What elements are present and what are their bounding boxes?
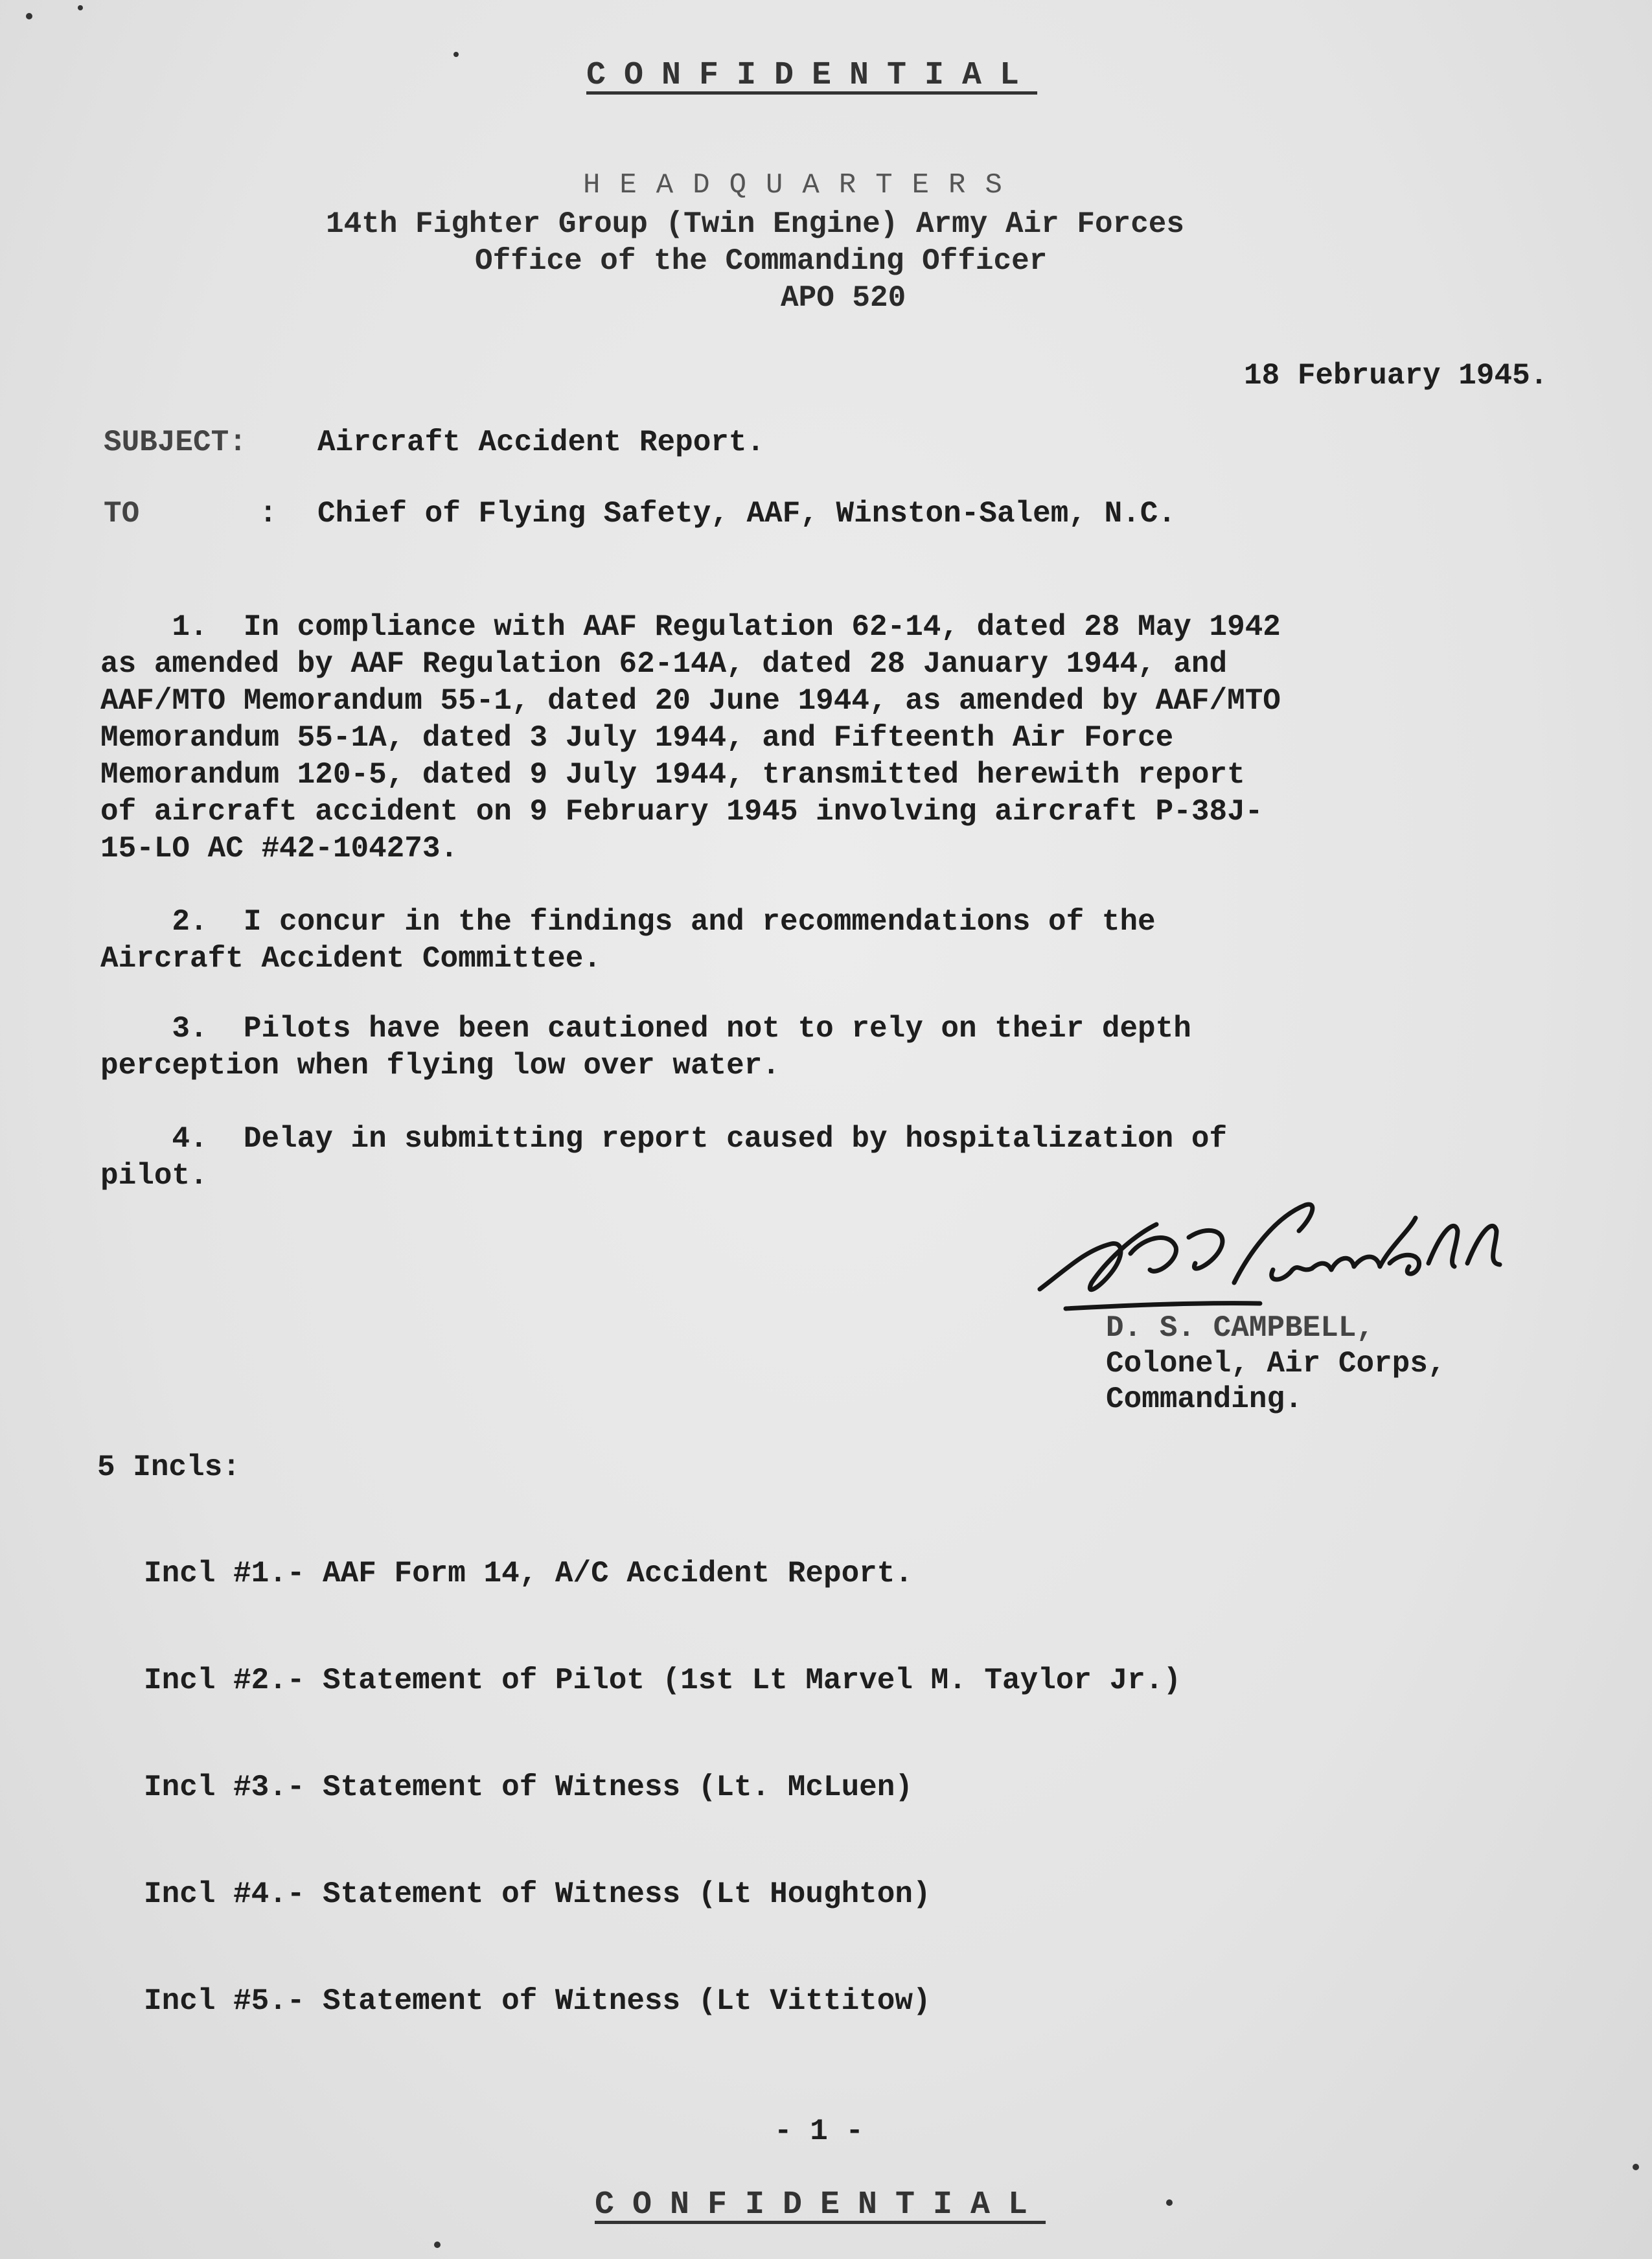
- scan-speck: [453, 52, 459, 57]
- unit-name: 14th Fighter Group (Twin Engine) Army Air Forces: [326, 207, 1185, 241]
- enclosure-item: Incl #1.- AAF Form 14, A/C Accident Report.: [144, 1557, 913, 1590]
- paragraph-line: pilot.: [100, 1159, 208, 1193]
- paragraph-2: [100, 904, 1590, 978]
- signer-rank: Colonel, Air Corps,: [1106, 1347, 1446, 1381]
- paragraph-line: 4. Delay in submitting report caused by hospitalization of: [100, 1122, 1228, 1156]
- page-number: - 1 -: [774, 2115, 864, 2148]
- signer-name: D. S. CAMPBELL,: [1106, 1311, 1375, 1345]
- scan-speck: [1166, 2199, 1173, 2206]
- apo-number: APO 520: [781, 281, 906, 315]
- paragraph-line: AAF/MTO Memorandum 55-1, dated 20 June 1944, as amended by AAF/MTO: [100, 684, 1281, 718]
- enclosure-item: Incl #4.- Statement of Witness (Lt Houghton): [144, 1877, 931, 1911]
- scan-speck: [26, 13, 32, 19]
- enclosure-item: Incl #2.- Statement of Pilot (1st Lt Marvel M. Taylor Jr.): [144, 1664, 1182, 1697]
- paragraph-line: Memorandum 55-1A, dated 3 July 1944, and Fifteenth Air Force: [100, 721, 1174, 755]
- paragraph-line: 15-LO AC #42-104273.: [100, 832, 459, 866]
- paragraph-line: of aircraft accident on 9 February 1945 involving aircraft P-38J-: [100, 795, 1263, 829]
- paragraph-line: Memorandum 120-5, dated 9 July 1944, transmitted herewith report: [100, 758, 1245, 792]
- paragraph-line: Aircraft Accident Committee.: [100, 942, 601, 976]
- paragraph-4: [100, 1121, 1590, 1195]
- document-date: 18 February 1945.: [1244, 359, 1548, 393]
- enclosure-list: [144, 1485, 1181, 2091]
- paragraph-line: perception when flying low over water.: [100, 1049, 780, 1083]
- classification-top: CONFIDENTIAL: [586, 57, 1038, 94]
- paragraph-1: [100, 609, 1590, 867]
- to-colon: :: [259, 497, 277, 531]
- classification-bottom: CONFIDENTIAL: [595, 2186, 1046, 2223]
- hq-title: HEADQUARTERS: [583, 169, 1022, 201]
- signer-title: Commanding.: [1106, 1382, 1303, 1416]
- subject-text: Aircraft Accident Report.: [317, 426, 765, 459]
- enclosures-header: 5 Incls:: [97, 1451, 240, 1484]
- scan-speck: [1633, 2164, 1639, 2170]
- to-recipient: Chief of Flying Safety, AAF, Winston-Salem, N.C.: [317, 497, 1176, 531]
- handwritten-signature: [1027, 1192, 1532, 1322]
- subject-label: SUBJECT:: [104, 426, 247, 459]
- to-label: TO: [104, 497, 140, 531]
- scan-speck: [434, 2242, 441, 2248]
- scan-speck: [78, 5, 83, 10]
- paragraph-line: 3. Pilots have been cautioned not to rely on their depth: [100, 1012, 1191, 1046]
- paragraph-3: [100, 1011, 1590, 1084]
- paragraph-line: 2. I concur in the findings and recommendations of the: [100, 905, 1156, 939]
- office-name: Office of the Commanding Officer: [475, 244, 1048, 278]
- paragraph-line: 1. In compliance with AAF Regulation 62-14, dated 28 May 1942: [100, 610, 1281, 644]
- enclosure-item: Incl #3.- Statement of Witness (Lt. McLuen): [144, 1771, 913, 1804]
- enclosure-item: Incl #5.- Statement of Witness (Lt Vittitow): [144, 1984, 931, 2018]
- paragraph-line: as amended by AAF Regulation 62-14A, dated 28 January 1944, and: [100, 647, 1228, 681]
